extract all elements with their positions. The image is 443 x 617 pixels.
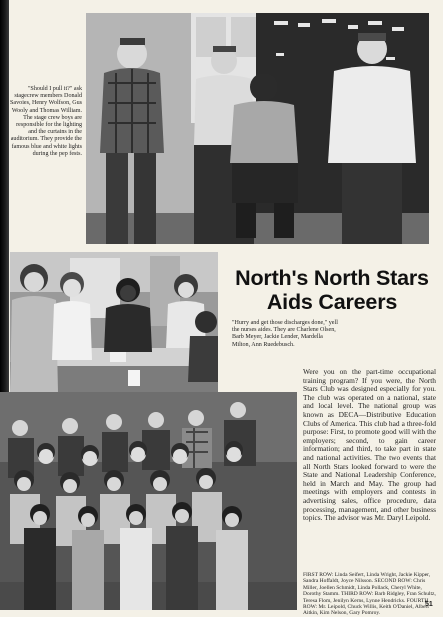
page-number: 51	[425, 601, 433, 608]
article-title-line-2: Aids Careers	[266, 290, 398, 314]
north-stars-group-photo	[0, 392, 297, 610]
article-body: Were you on the part-time occupational training program? If you were, the North Stars Club was designed especially for you. The club was operated on a national, state and local level. The national group was known as DECA—Distributive Education Clubs of America. This club had a three-fold purpose: First, to promote good will with the employers; second, to gain career information; and third, to take part in state and national activities. The two events that all North Stars looked forward to were the State and National Leadership Conference, held in March and May. The group had meetings with employers and contests in advertising sales, office procedure, data processing, management, and other business topics. The advisor was Mr. Daryl Leipold.	[303, 367, 436, 523]
nurses-aides-photo	[10, 252, 218, 392]
stagecrew-caption: "Should I pull it?" ask stagecrew members Donald Savoies, Henry Wolfson, Gus Wooly and Thomas William. The stage crew boys are responsible for the lighting and the curtains in the auditorium. They provide the famous blue and white lights during the pep fests.	[10, 86, 83, 157]
nurses-aides-caption: "Hurry and get those discharges done," yell the nurses aides. They are Charlene Olsen, Barb Meyer, Jackie Lender, Mardella Milton, Ann Ruedebusch.	[232, 320, 338, 348]
article-title-line-1: North's North Stars	[235, 266, 429, 290]
stagecrew-photo	[86, 13, 429, 244]
group-photo-caption: FIRST ROW: Linda Seifert, Linda Wright, Jackie Kipper, Sandra Hoffaldt, Joyce Nilsson. SECOND ROW: Chris Miller, Joellen Schmidt, Linda Pollack, Cheryl White, Dorothy Stamm. THIRD ROW: Barb Ridgley, Fran Schultz, Teresa Flom, Jenilyn Kerns, Lynne Hendricks. FOURTH ROW: Mr. Leipold, Chuck Willis, Keith O'Daniel, Albert Aitkin, Kim Nelson, Gary Pomroy.	[303, 572, 436, 617]
article-title	[232, 266, 432, 314]
